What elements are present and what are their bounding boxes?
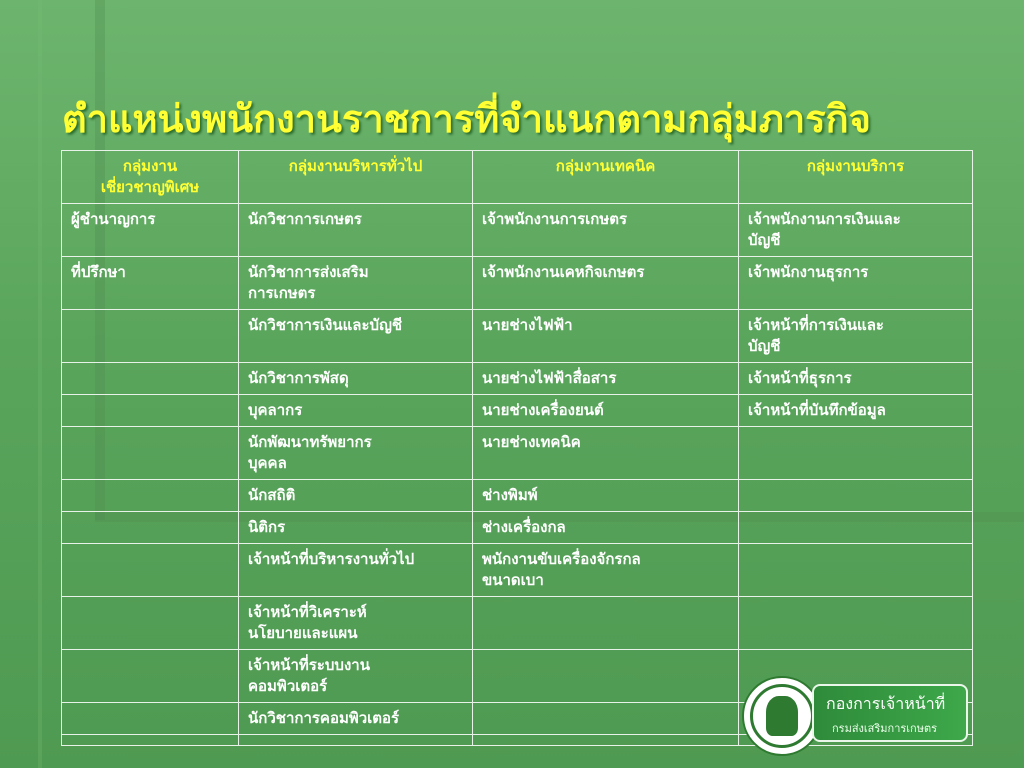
header-general-admin-group: กลุ่มงานบริหารทั่วไป: [239, 151, 473, 204]
table-row: [62, 257, 973, 310]
table-row: [62, 204, 973, 257]
header-technical-group: กลุ่มงานเทคนิค: [473, 151, 739, 204]
table-row: [62, 512, 973, 544]
table-cell: [473, 650, 739, 703]
table-cell: นักสถิติ: [239, 480, 473, 512]
table-cell: นายช่างไฟฟ้าสื่อสาร: [473, 363, 739, 395]
table-cell: นิติกร: [239, 512, 473, 544]
header-specialist-group: กลุ่มงาน เชี่ยวชาญพิเศษ: [62, 151, 239, 204]
table-cell: นักวิชาการคอมพิวเตอร์: [239, 703, 473, 735]
table-row: [62, 480, 973, 512]
table-cell: [473, 703, 739, 735]
table-cell: [62, 310, 239, 363]
table-cell: นักวิชาการพัสดุ: [239, 363, 473, 395]
table-cell: [739, 512, 973, 544]
table-cell: [739, 480, 973, 512]
table-cell: เจ้าหน้าที่การเงินและ บัญชี: [739, 310, 973, 363]
table-cell: [62, 395, 239, 427]
table-row: [62, 427, 973, 480]
table-cell: นักวิชาการส่งเสริม การเกษตร: [239, 257, 473, 310]
table-row: [62, 363, 973, 395]
table-cell: เจ้าพนักงานธุรการ: [739, 257, 973, 310]
table-row: [62, 544, 973, 597]
table-cell: เจ้าหน้าที่วิเคราะห์ นโยบายและแผน: [239, 597, 473, 650]
table-cell: [473, 597, 739, 650]
table-row: [62, 310, 973, 363]
table-header-row: [62, 151, 973, 204]
table-row: [62, 597, 973, 650]
table-cell: [239, 735, 473, 746]
table-cell: [739, 427, 973, 480]
table-cell: [62, 650, 239, 703]
table-cell: [62, 703, 239, 735]
table-cell: เจ้าพนักงานการเกษตร: [473, 204, 739, 257]
table-cell: [62, 544, 239, 597]
background-stripe-left: [38, 0, 42, 768]
table-cell: [62, 597, 239, 650]
table-cell: ช่างเครื่องกล: [473, 512, 739, 544]
table-cell: เจ้าหน้าที่ธุรการ: [739, 363, 973, 395]
table-cell: [739, 544, 973, 597]
table-cell: [62, 735, 239, 746]
table-cell: [62, 363, 239, 395]
position-table: [61, 150, 973, 746]
department-logo: [742, 676, 970, 766]
table-cell: นายช่างไฟฟ้า: [473, 310, 739, 363]
table-cell: นายช่างเครื่องยนต์: [473, 395, 739, 427]
table-cell: [473, 735, 739, 746]
header-service-group: กลุ่มงานบริการ: [739, 151, 973, 204]
table-cell: บุคลากร: [239, 395, 473, 427]
table-cell: เจ้าหน้าที่บันทึกข้อมูล: [739, 395, 973, 427]
table-cell: [62, 512, 239, 544]
slide-title: ตำแหน่งพนักงานราชการที่จำแนกตามกลุ่มภารกิจ: [62, 97, 871, 141]
table-cell: เจ้าพนักงานเคหกิจเกษตร: [473, 257, 739, 310]
table-cell: [62, 480, 239, 512]
table-cell: เจ้าพนักงานการเงินและ บัญชี: [739, 204, 973, 257]
table-cell: ช่างพิมพ์: [473, 480, 739, 512]
badge-department-name: กรมส่งเสริมการเกษตร: [832, 722, 938, 735]
table-cell: ผู้ชำนาญการ: [62, 204, 239, 257]
badge-division-name: กองการเจ้าหน้าที่: [826, 694, 946, 713]
table-cell: พนักงานขับเครื่องจักรกล ขนาดเบา: [473, 544, 739, 597]
table-cell: [62, 427, 239, 480]
department-badge: [812, 684, 968, 742]
table-cell: ที่ปรึกษา: [62, 257, 239, 310]
table-cell: เจ้าหน้าที่ระบบงาน คอมพิวเตอร์: [239, 650, 473, 703]
agriculture-seal-icon: [742, 676, 822, 756]
table-cell: นักวิชาการเกษตร: [239, 204, 473, 257]
table-body: [62, 204, 973, 746]
table-row: [62, 395, 973, 427]
table-cell: [739, 597, 973, 650]
table-cell: นักพัฒนาทรัพยากร บุคคล: [239, 427, 473, 480]
table-cell: นายช่างเทคนิค: [473, 427, 739, 480]
table-cell: นักวิชาการเงินและบัญชี: [239, 310, 473, 363]
table-cell: เจ้าหน้าที่บริหารงานทั่วไป: [239, 544, 473, 597]
